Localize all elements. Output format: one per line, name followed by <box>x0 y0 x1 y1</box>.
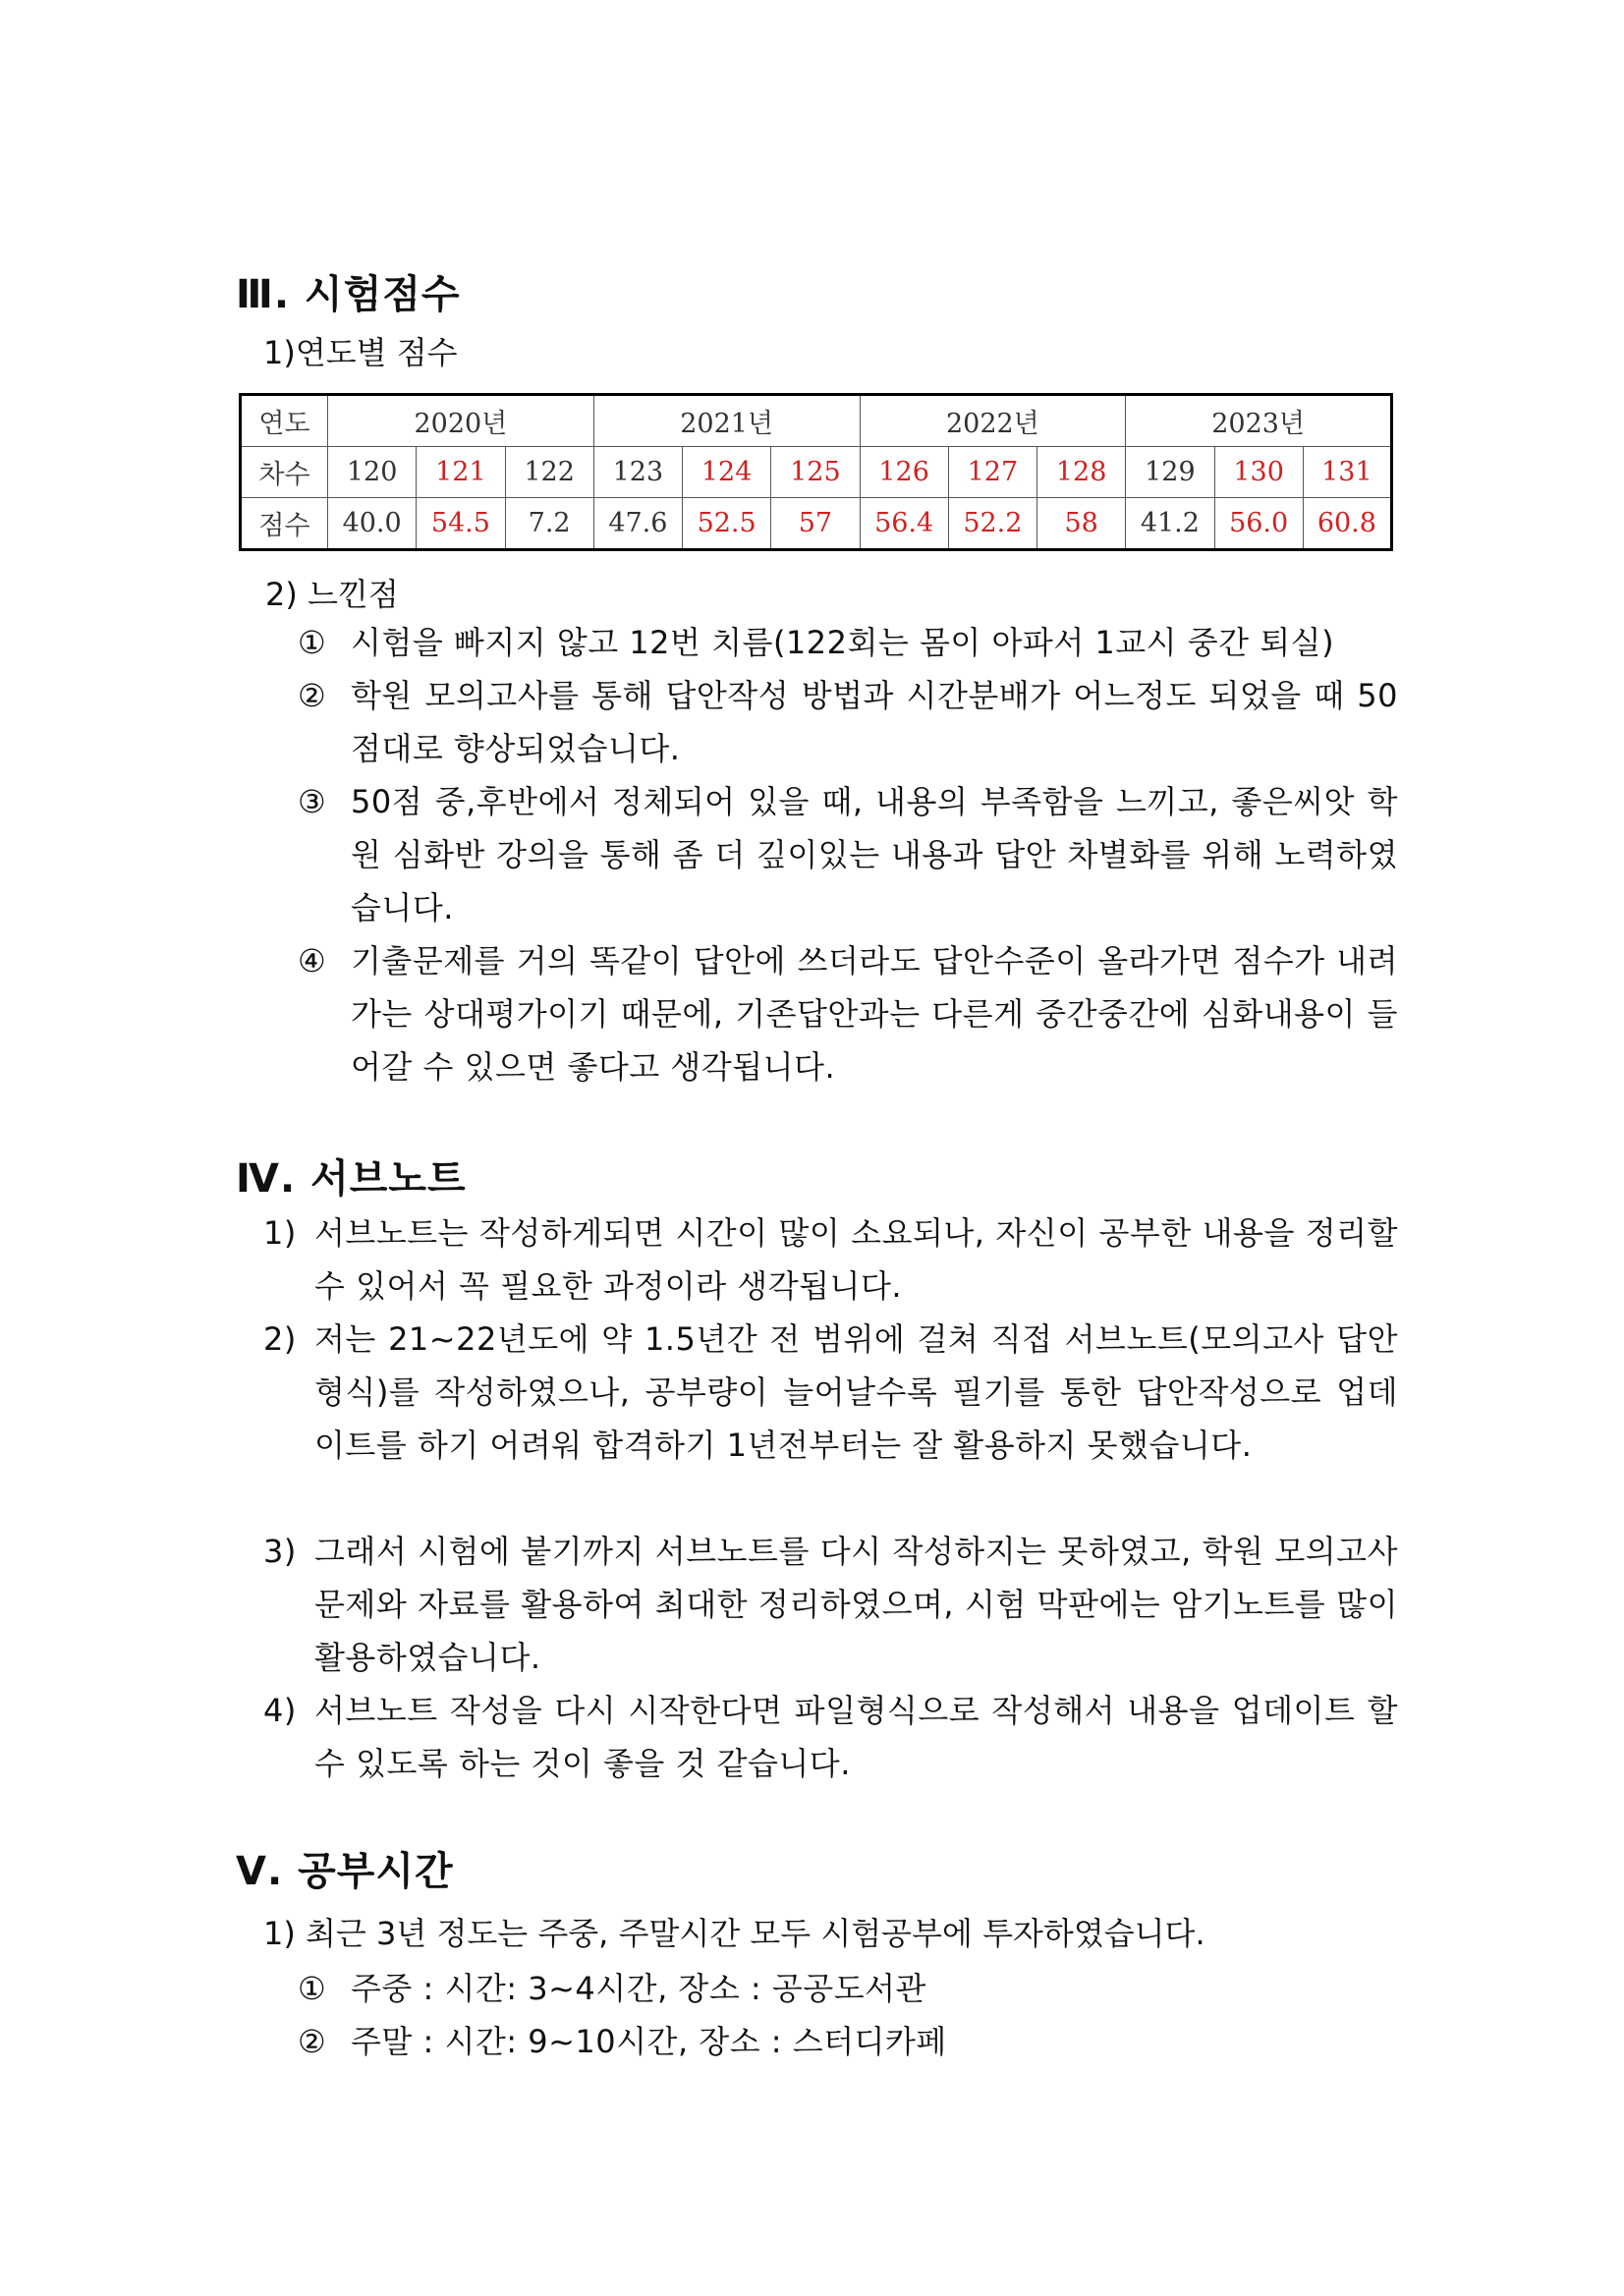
row-label-score: 점수 <box>241 498 328 550</box>
list-item <box>298 775 1398 934</box>
year-cell: 2020년 <box>328 395 594 447</box>
round-cell: 126 <box>860 447 948 498</box>
score-cell: 47.6 <box>593 498 682 550</box>
round-cell: 120 <box>328 447 417 498</box>
round-cell: 125 <box>771 447 860 498</box>
list-item <box>263 1684 1398 1790</box>
subheading-yearly-scores: 1)연도별 점수 <box>263 334 458 371</box>
item-number: ② <box>298 2023 327 2060</box>
round-cell: 123 <box>593 447 682 498</box>
round-cell: 122 <box>505 447 593 498</box>
list-item <box>263 1313 1398 1472</box>
score-cell: 60.8 <box>1303 498 1391 550</box>
table-row-round <box>241 447 1392 498</box>
item-number: ① <box>298 1970 327 2007</box>
score-cell: 58 <box>1037 498 1126 550</box>
item-text: 주중 : 시간: 3~4시간, 장소 : 공공도서관 <box>351 1970 926 2007</box>
year-cell: 2021년 <box>593 395 860 447</box>
item-number: ④ <box>298 942 327 980</box>
list-item <box>298 669 1398 775</box>
subheading-impressions: 2) 느낀점 <box>265 576 399 613</box>
round-cell: 128 <box>1037 447 1126 498</box>
score-cell: 7.2 <box>505 498 593 550</box>
round-cell: 129 <box>1126 447 1214 498</box>
item-text: 기출문제를 거의 똑같이 답안에 쓰더라도 답안수준이 올라가면 점수가 내려가는 상대평가이기 때문에, 기존답안과는 다른게 중간중간에 심화내용이 들어갈 수 있으면 좋다고 생각됩니다. <box>351 942 1398 1086</box>
item-text: 주말 : 시간: 9~10시간, 장소 : 스터디카페 <box>351 2023 947 2060</box>
row-label-year: 연도 <box>241 395 328 447</box>
score-cell: 56.4 <box>860 498 948 550</box>
section-title-exam-scores: Ⅲ. 시험점수 <box>236 272 461 317</box>
item-number: 1) <box>263 1214 297 1252</box>
round-cell: 131 <box>1303 447 1391 498</box>
round-cell: 124 <box>683 447 771 498</box>
list-item <box>298 616 1398 669</box>
score-cell: 54.5 <box>417 498 505 550</box>
score-cell: 57 <box>771 498 860 550</box>
section-title-sub-notes: Ⅳ. 서브노트 <box>236 1156 467 1202</box>
item-number: 2) <box>263 1320 297 1358</box>
item-number: ① <box>298 624 327 661</box>
round-cell: 127 <box>948 447 1036 498</box>
item-text: 50점 중,후반에서 정체되어 있을 때, 내용의 부족함을 느끼고, 좋은씨앗 학원 심화반 강의을 통해 좀 더 깊이있는 내용과 답안 차별화를 위해 노력하였습니다. <box>351 783 1398 926</box>
score-cell: 56.0 <box>1214 498 1303 550</box>
study-time-summary: 1) 최근 3년 정도는 주중, 주말시간 모두 시험공부에 투자하였습니다. <box>263 1915 1205 1952</box>
section-title-study-time: Ⅴ. 공부시간 <box>236 1849 454 1894</box>
table-row-year <box>241 395 1392 447</box>
list-item <box>263 1525 1398 1684</box>
score-cell: 40.0 <box>328 498 417 550</box>
round-cell: 121 <box>417 447 505 498</box>
list-item <box>298 934 1398 1093</box>
item-number: ③ <box>298 783 327 820</box>
score-cell: 41.2 <box>1126 498 1214 550</box>
list-item <box>263 1206 1398 1313</box>
row-label-round: 차수 <box>241 447 328 498</box>
year-cell: 2023년 <box>1126 395 1392 447</box>
list-item <box>298 1962 1398 2015</box>
item-number: 3) <box>263 1533 297 1570</box>
year-cell: 2022년 <box>860 395 1126 447</box>
item-text: 그래서 시험에 붙기까지 서브노트를 다시 작성하지는 못하였고, 학원 모의고사 문제와 자료를 활용하여 최대한 정리하였으며, 시험 막판에는 암기노트를 많이 활용하였습니다. <box>314 1533 1398 1676</box>
score-cell: 52.2 <box>948 498 1036 550</box>
item-text: 시험을 빠지지 않고 12번 치름(122회는 몸이 아파서 1교시 중간 퇴실) <box>351 624 1335 661</box>
item-text: 저는 21~22년도에 약 1.5년간 전 범위에 걸쳐 직접 서브노트(모의고사 답안형식)를 작성하였으나, 공부량이 늘어날수록 필기를 통한 답안작성으로 업데이트를 하기 어려워 합격하기 1년전부터는 잘 활용하지 못했습니다. <box>314 1320 1398 1464</box>
list-item <box>298 2015 1398 2068</box>
item-text: 서브노트 작성을 다시 시작한다면 파일형식으로 작성해서 내용을 업데이트 할 수 있도록 하는 것이 좋을 것 같습니다. <box>314 1692 1398 1782</box>
round-cell: 130 <box>1214 447 1303 498</box>
score-table <box>239 393 1393 551</box>
item-number: 4) <box>263 1692 297 1729</box>
score-cell: 52.5 <box>683 498 771 550</box>
table-row-score <box>241 498 1392 550</box>
item-text: 서브노트는 작성하게되면 시간이 많이 소요되나, 자신이 공부한 내용을 정리할 수 있어서 꼭 필요한 과정이라 생각됩니다. <box>314 1214 1398 1305</box>
item-number: ② <box>298 677 327 714</box>
item-text: 학원 모의고사를 통해 답안작성 방법과 시간분배가 어느정도 되었을 때 50점대로 향상되었습니다. <box>351 677 1398 767</box>
